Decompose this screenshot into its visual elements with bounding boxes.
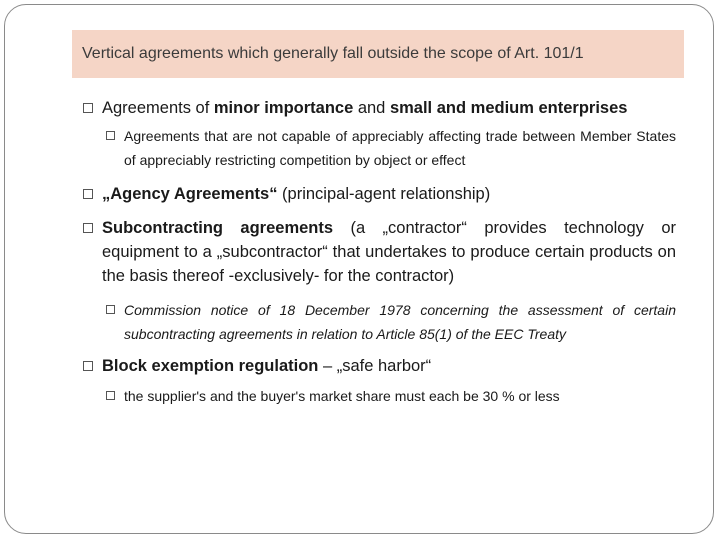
slide-content — [80, 92, 676, 408]
slide-title: Vertical agreements which generally fall outside the scope of Art. 101/1 — [82, 45, 584, 62]
sub-bullet-trade-effect: Agreements that are not capable of appreciably affecting trade between Member States of appreciably restricting competition by object or effect — [80, 124, 676, 172]
square-bullet-icon — [106, 305, 115, 314]
square-bullet-icon — [83, 223, 93, 233]
square-bullet-icon — [83, 189, 93, 199]
bullet-minor-importance: Agreements of minor importance and small and medium enterprises — [80, 96, 676, 120]
bullet-agency-agreements: „Agency Agreements“ (principal-agent relationship) — [80, 182, 676, 206]
square-bullet-icon — [83, 361, 93, 371]
sub-bullet-market-share: the supplier's and the buyer's market share must each be 30 % or less — [80, 384, 676, 408]
sub-bullet-commission-notice: Commission notice of 18 December 1978 concerning the assessment of certain subcontracting agreements in relation to Article 85(1) of the EEC Treaty — [80, 298, 676, 346]
square-bullet-icon — [106, 131, 115, 140]
bullet-block-exemption: Block exemption regulation – „safe harbor“ — [80, 354, 676, 378]
bullet-subcontracting: Subcontracting agreements (a „contractor“ provides technology or equipment to a „subcontractor“ that undertakes to produce certain products on the basis thereof -exclusively- for the contractor) — [80, 216, 676, 288]
square-bullet-icon — [83, 103, 93, 113]
square-bullet-icon — [106, 391, 115, 400]
title-bar — [72, 30, 684, 78]
